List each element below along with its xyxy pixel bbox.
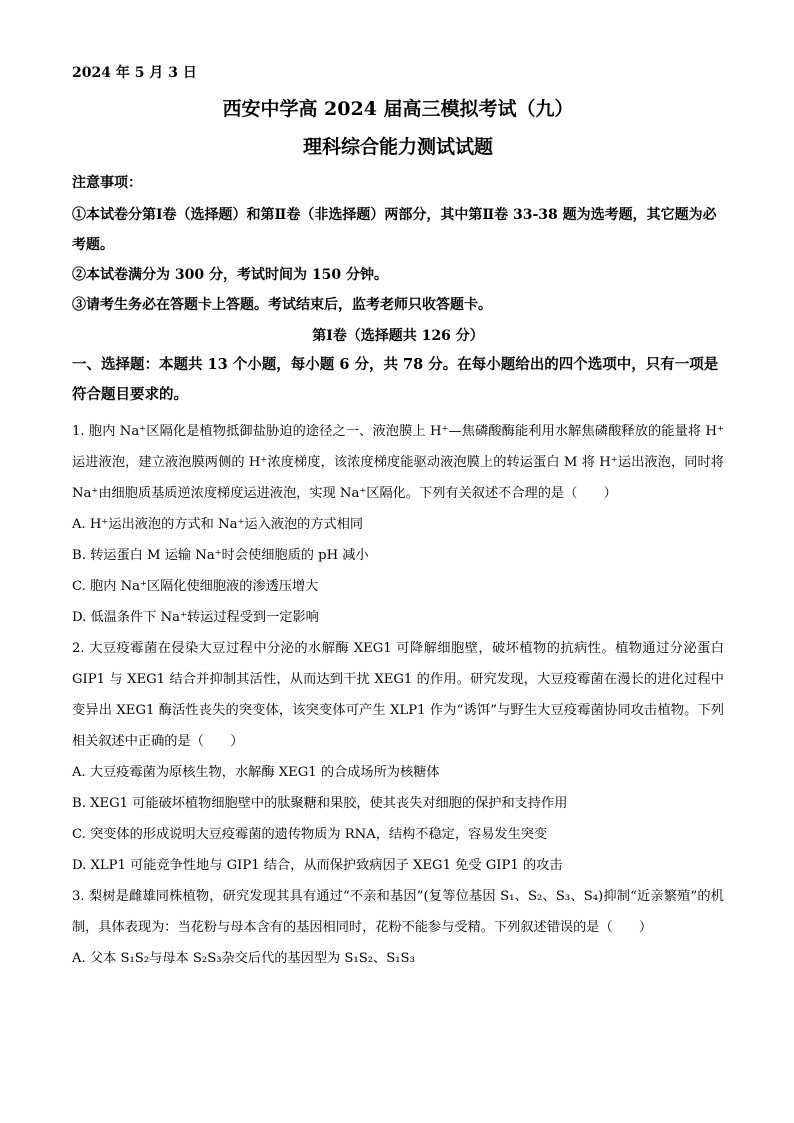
question-stem: 3. 梨树是雌雄同株植物，研究发现其具有通过“不亲和基因”(复等位基因 S₁、S₂、S₃、S₄)抑制“近亲繁殖”的机制，具体表现为：当花粉与母本含有的基因相同时，花粉不能参与受精。下列叙述错误的是（ ） [72,889,724,935]
option-a: A. 大豆疫霉菌为原核生物，水解酶 XEG1 的合成场所为核糖体 [72,765,440,780]
part-heading: 第Ⅰ卷（选择题共 126 分） [312,328,484,344]
option-b: B. 转运蛋白 M 运输 Na⁺时会使细胞质的 pH 减小 [72,548,369,563]
exam-subtitle: 理科综合能力测试试题 [302,136,493,158]
option-c: C. 突变体的形成说明大豆疫霉菌的遗传物质为 RNA，结构不稳定，容易发生突变 [72,827,548,842]
option-d: D. 低温条件下 Na⁺转运过程受到一定影响 [72,610,319,625]
option-d: D. XLP1 可能竞争性地与 GIP1 结合，从而保护致病因子 XEG1 免受 GIP1 的攻击 [72,858,563,873]
option-a: A. 父本 S₁S₂与母本 S₂S₃杂交后代的基因型为 S₁S₂、S₁S₃ [72,951,415,966]
question-1 [72,416,724,633]
notice-item: ①本试卷分第Ⅰ卷（选择题）和第Ⅱ卷（非选择题）两部分，其中第Ⅱ卷 33-38 题为选考题，其它题为必考题。 [72,207,717,253]
exam-title: 西安中学高 2024 届高三模拟考试（九） [222,98,574,120]
exam-date: 2024 年 5 月 3 日 [72,65,197,81]
option-b: B. XEG1 可能破坏植物细胞壁中的肽聚糖和果胶，使其丧失对细胞的保护和支持作用 [72,796,568,811]
notice-item: ②本试卷满分为 300 分，考试时间为 150 分钟。 [72,267,388,283]
question-2 [72,633,724,881]
option-a: A. H⁺运出液泡的方式和 Na⁺运入液泡的方式相同 [72,517,364,532]
question-stem: 2. 大豆疫霉菌在侵染大豆过程中分泌的水解酶 XEG1 可降解细胞壁，破坏植物的抗病性。植物通过分泌蛋白 GIP1 与 XEG1 结合并抑制其活性，从而达到干扰 XEG1 的作用。研究发现，大豆疫霉菌在漫长的进化过程中变异出 XEG1 酶活性丧失的突变体，该突变体可产生 XLP1 作为“诱饵”与野生大豆疫霉菌协同攻击植物。下列相关叙述中正确的是（ ） [72,641,724,749]
option-c: C. 胞内 Na⁺区隔化使细胞液的渗透压增大 [72,579,319,594]
notice-heading: 注意事项： [72,175,142,191]
exam-page [72,62,724,974]
question-3 [72,881,724,974]
question-stem: 1. 胞内 Na⁺区隔化是植物抵御盐胁迫的途径之一、液泡膜上 H⁺—焦磷酸酶能利用水解焦磷酸释放的能量将 H⁺运进液泡，建立液泡膜两侧的 H⁺浓度梯度，该浓度梯度能驱动液泡膜上的转运蛋白 M 将 H⁺运出液泡，同时将 Na⁺由细胞质基质逆浓度梯度运进液泡，实现 Na⁺区隔化。下列有关叙述不合理的是（ ） [72,424,724,501]
notice-item: ③请考生务必在答题卡上答题。考试结束后，监考老师只收答题卡。 [72,297,492,313]
section-heading: 一、选择题：本题共 13 个小题，每小题 6 分，共 78 分。在每小题给出的四个选项中，只有一项是符合题目要求的。 [72,356,719,403]
